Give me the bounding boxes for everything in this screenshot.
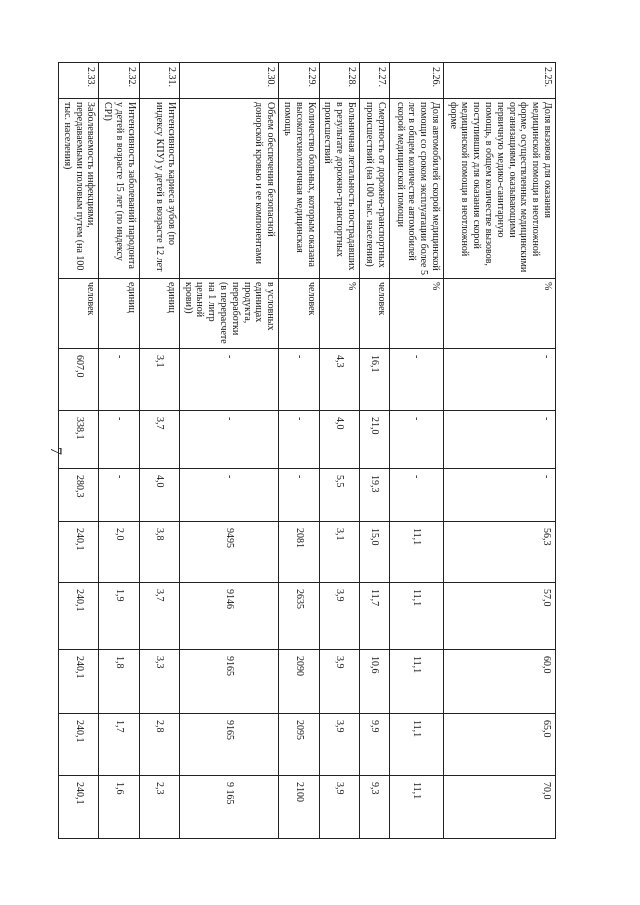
value-cell: 3,9: [319, 650, 359, 714]
value-cell: 2100: [279, 776, 319, 839]
value-cell: 3,3: [139, 650, 179, 714]
indicators-table: [58, 62, 556, 839]
value-cell: 19,3: [360, 469, 390, 522]
value-cell: -: [390, 349, 444, 411]
value-cell: 15,0: [360, 522, 390, 583]
unit-cell: %: [444, 279, 556, 349]
row-number: 2.33.: [59, 63, 99, 99]
table-row: [179, 63, 278, 839]
value-cell: 3,9: [319, 714, 359, 776]
value-cell: -: [99, 469, 139, 522]
value-cell: 57,0: [444, 583, 556, 650]
unit-cell: единиц: [139, 279, 179, 349]
row-number: 2.30.: [179, 63, 278, 99]
value-cell: -: [99, 349, 139, 411]
value-cell: 338,1: [59, 411, 99, 469]
value-cell: 11,1: [390, 776, 444, 839]
value-cell: 1,6: [99, 776, 139, 839]
indicator-name: Смертность от дорожно-транспортных происшествий (на 100 тыс. населения): [360, 99, 390, 279]
row-number: 2.29.: [279, 63, 319, 99]
value-cell: 2081: [279, 522, 319, 583]
value-cell: 2095: [279, 714, 319, 776]
value-cell: -: [279, 411, 319, 469]
value-cell: 240,1: [59, 714, 99, 776]
value-cell: -: [279, 349, 319, 411]
value-cell: 3,9: [319, 583, 359, 650]
value-cell: 3,9: [319, 776, 359, 839]
value-cell: 1,8: [99, 650, 139, 714]
indicator-name: Интенсивность заболеваний пародонта у детей в возрасте 15 лет (по индексу CPI): [99, 99, 139, 279]
value-cell: 65,0: [444, 714, 556, 776]
value-cell: 2,3: [139, 776, 179, 839]
value-cell: 60,0: [444, 650, 556, 714]
value-cell: 5,5: [319, 469, 359, 522]
value-cell: 11,7: [360, 583, 390, 650]
unit-cell: человек: [59, 279, 99, 349]
value-cell: 4,3: [319, 349, 359, 411]
indicator-name: Доля вызовов для оказания медицинской помощи в неотложной форме, осуществленных медицинскими организациями, оказывающими первичную медико-санитарную помощь, в общем количестве вызовов, поступивших для оказания скорой медицинской помощи в неотложной форме: [444, 99, 556, 279]
table-row: [279, 63, 319, 839]
value-cell: 607,0: [59, 349, 99, 411]
unit-cell: единиц: [99, 279, 139, 349]
table-row: [319, 63, 359, 839]
table-row: [139, 63, 179, 839]
value-cell: 3,8: [139, 522, 179, 583]
table-row: [360, 63, 390, 839]
indicator-name: Заболеваемость инфекциями, передаваемыми половым путем (на 100 тыс. населения): [59, 99, 99, 279]
value-cell: 10,6: [360, 650, 390, 714]
value-cell: 240,1: [59, 522, 99, 583]
table-row: [390, 63, 444, 839]
unit-cell: в условных единицах продукта, переработки (в перерасчете на 1 литр цельной крови)): [179, 279, 278, 349]
value-cell: 240,1: [59, 583, 99, 650]
value-cell: 9146: [179, 583, 278, 650]
indicator-name: Больничная летальность пострадавших в результате дорожно-транспортных происшествий: [319, 99, 359, 279]
value-cell: 56,3: [444, 522, 556, 583]
value-cell: 21,0: [360, 411, 390, 469]
value-cell: -: [179, 469, 278, 522]
value-cell: 11,1: [390, 522, 444, 583]
value-cell: -: [279, 469, 319, 522]
value-cell: 240,1: [59, 776, 99, 839]
value-cell: 3,1: [139, 349, 179, 411]
value-cell: 1,9: [99, 583, 139, 650]
unit-cell: человек: [360, 279, 390, 349]
value-cell: 240,1: [59, 650, 99, 714]
rotated-table-area: [61, 62, 556, 838]
value-cell: 2635: [279, 583, 319, 650]
value-cell: 4,0: [139, 469, 179, 522]
value-cell: 4,0: [319, 411, 359, 469]
unit-cell: %: [319, 279, 359, 349]
value-cell: 11,1: [390, 650, 444, 714]
value-cell: 1,7: [99, 714, 139, 776]
value-cell: -: [444, 469, 556, 522]
value-cell: -: [179, 349, 278, 411]
value-cell: 11,1: [390, 583, 444, 650]
value-cell: 3,7: [139, 583, 179, 650]
value-cell: 2,0: [99, 522, 139, 583]
table-row: [99, 63, 139, 839]
table-row: [444, 63, 556, 839]
value-cell: 70,0: [444, 776, 556, 839]
row-number: 2.32.: [99, 63, 139, 99]
value-cell: 2,8: [139, 714, 179, 776]
value-cell: -: [390, 411, 444, 469]
row-number: 2.26.: [390, 63, 444, 99]
value-cell: -: [99, 411, 139, 469]
value-cell: -: [444, 349, 556, 411]
unit-cell: %: [390, 279, 444, 349]
value-cell: 9495: [179, 522, 278, 583]
page-number: 7: [47, 447, 64, 455]
value-cell: 3,7: [139, 411, 179, 469]
indicator-name: Интенсивность кариеса зубов (по индексу КПУ) у детей в возрасте 12 лет: [139, 99, 179, 279]
value-cell: 11,1: [390, 714, 444, 776]
value-cell: 280,3: [59, 469, 99, 522]
row-number: 2.25.: [444, 63, 556, 99]
value-cell: 9165: [179, 650, 278, 714]
indicator-name: Объем обеспечения безопасной донорской кровью и ее компонентами: [179, 99, 278, 279]
value-cell: -: [444, 411, 556, 469]
value-cell: -: [390, 469, 444, 522]
table-row: [59, 63, 99, 839]
indicator-name: Количество больных, которым оказана высокотехнологичная медицинская помощь: [279, 99, 319, 279]
landscape-page: [61, 62, 556, 838]
row-number: 2.28.: [319, 63, 359, 99]
indicator-name: Доля автомобилей скорой медицинской помощи со сроком эксплуатации более 5 лет в общем количестве автомобилей скорой медицинской помощи: [390, 99, 444, 279]
value-cell: 3,1: [319, 522, 359, 583]
value-cell: 9 165: [179, 776, 278, 839]
row-number: 2.27.: [360, 63, 390, 99]
value-cell: 9,9: [360, 714, 390, 776]
value-cell: 16,1: [360, 349, 390, 411]
value-cell: -: [179, 411, 278, 469]
value-cell: 2090: [279, 650, 319, 714]
unit-cell: человек: [279, 279, 319, 349]
value-cell: 9165: [179, 714, 278, 776]
row-number: 2.31.: [139, 63, 179, 99]
value-cell: 9,3: [360, 776, 390, 839]
